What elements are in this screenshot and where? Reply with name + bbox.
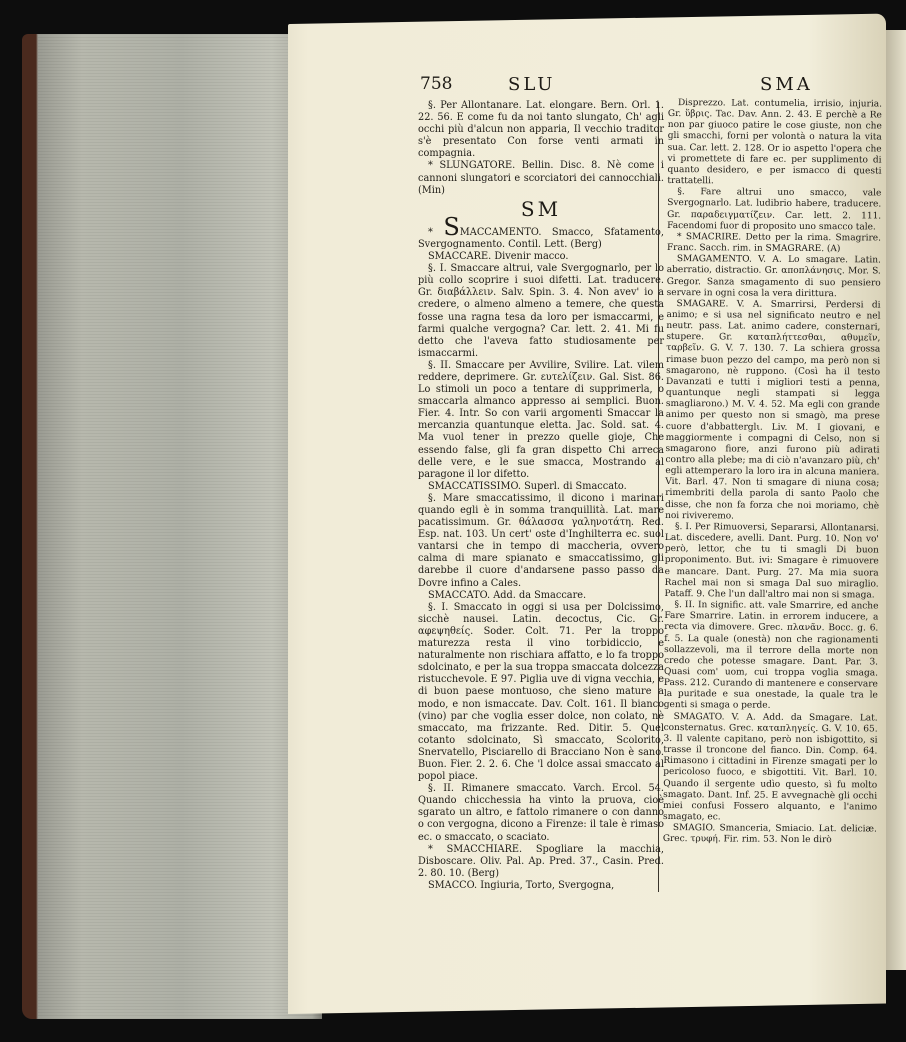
book-page-edges (22, 34, 322, 1019)
dictionary-entry: §. I. Smaccare altrui, vale Svergognarlo, per lo più collo scoprire i suoi difetti. Lat. traducere. Gr. διαβάλλειν. Salv. Spin. 3. 4. Non avev' io a credere, o almeno almeno a temere, che questa fosse una ragna tesa da loro per ismaccarmi, e farmi qualche vergogna? Car. lett. 2. 41. Mi fu detto che l'aveva fatto studiosamente per ismaccarmi. (418, 263, 664, 359)
dictionary-entry: Disprezzo. Lat. contumelia, irrisio, injuria. Gr. ὕβρις. Tac. Dav. Ann. 2. 43. E perchè a Re non par giuoco patire le cose giuste, non che gli smacchi, forni per volontà o natura la vita sua. Car. lett. 2. 128. Or io aspetto l'opera che vi promettete di fare ec. per supplimento di quanto desidero, e per ismacco di questi trattatelli. (667, 98, 882, 187)
dictionary-entry: * SLUNGATORE. Bellin. Disc. 8. Nè come i cannoni slungatori e scorciatori dei cannocchiali. (Min) (418, 160, 664, 196)
dictionary-entry: §. Per Allontanare. Lat. elongare. Bern. Orl. 1. 22. 56. E come fu da noi tanto slungato, Ch' agli occhi più d'alcun non apparia, Il vecchio traditor s'è presentato Con forse venti armati in compagnia. (418, 100, 664, 160)
dictionary-entry: SMAGIO. Smanceria, Smiacio. Lat. deliciæ. Grec. τρυφή. Fir. rim. 53. Non le dirò (662, 823, 877, 846)
left-guide-word: SLU (508, 74, 556, 95)
dictionary-entry: SMACCO. Ingiuria, Torto, Svergogna, (428, 879, 615, 891)
dictionary-entry: §. I. Smaccato in oggi si usa per Dolcissimo, sicchè nausei. Latin. decoctus, Cic. Gr. αφεψηθείς. Soder. Colt. 71. Per la troppo maturezza resta il vino torbidiccio, e naturalmente non rischiara affatto, e lo fa troppo sdolcinato, e per la sua troppa smaccata dolcezza ristucchevole. E 97. Piglia uve di vigna vecchia, e di buon paese montuoso, che sieno mature a modo, e non ismaccate. Dav. Colt. 161. Il bianco (vino) par che voglia esser dolce, non colato, nè smaccato, ma frizzante. Red. Ditir. 5. Quel cotanto sdolcinato, Sì smaccato, Scolorito, Snervatello, Pisciarello di Bracciano Non è sano. Buon. Fier. 2. 2. 6. Che 'l dolce assai smaccato al popol piace. (418, 601, 664, 783)
dictionary-entry: SMAGATO. V. A. Add. da Smagare. Lat. consternatus. Grec. καταπληγείς. G. V. 10. 65. 3. Il valente capitano, però non isbigottito, si trasse il troncone del fianco. Din. Comp. 64. Rimasono i cittadini in Firenze smagati per lo pericoloso fuoco, e sbigottiti. Vit. Barl. 10. Quando il sergente udìo questo, sì fu molto smagato. Dant. Inf. 25. E avvegnachè gli occhi miei confusi Fossero alquanto, e l'animo smagato, ec. (662, 711, 878, 823)
dictionary-entry: §. II. Smaccare per Avvilire, Svilire. Lat. vilem reddere, deprimere. Gr. ευτελίζειν. Gal. Sist. 86. Lo stimoli un poco a tentare di supprimerla, o smaccarla almanco appresso ai semplici. Buon. Fier. 4. Intr. So con varii argomenti Smaccar la mercanzia quantunque eletta. Jac. Sold. sat. 4. Ma vuol tener in prezzo quelle gioje, Che essendo false, gli fa gran dispetto Chi arreca delle vere, e le sue smacca, Mostrando al paragone il lor difetto. (418, 359, 664, 480)
section-heading: SM (520, 196, 562, 221)
dictionary-entry: SMACCARE. Divenir macco. (428, 251, 569, 263)
right-guide-word: SMA (760, 74, 813, 95)
dictionary-entry: SMAGAMENTO. V. A. Lo smagare. Latin. aberratio, distractio. Gr. αποπλάνησις. Mor. S. Gregor. Sanza smagamento di suo pensiero servare in ogni cosa la vera dirittura. (666, 254, 881, 299)
dictionary-entry: §. II. In signific. att. vale Smarrire, ed anche Fare Smarrire. Latin. in errorem inducere, a recta via dimovere. Grec. πλανᾶν. Bocc. g. 6. f. 5. La quale (onestà) non che ragionamenti sollazzevoli, ma il terrore della morte non credo che potesse smagare. Dant. Par. 3. Quasi com' uom, cui troppa voglia smaga. Pass. 212. Curando di mantenere e conservare la puritade e sua onestade, la quale tra le genti si smaga o perde. (663, 600, 879, 712)
dictionary-entry: SMACCATO. Add. da Smaccare. (428, 589, 587, 601)
facing-page-edge (886, 30, 906, 970)
left-column (418, 100, 664, 892)
drop-cap: S (443, 212, 460, 241)
dictionary-entry: §. I. Per Rimuoversi, Separarsi, Allontanarsi. Lat. discedere, avelli. Dant. Purg. 10. Non vo' però, lettor, che tu ti smagli Di buon proponimento. But. ivi: Smagare è rimuovere e mancare. Dant. Purg. 27. Ma mia suora Rachel mai non si smaga Dal suo miraglio. Pataff. 9. Che l'un dall'altro mai non si smaga. (664, 521, 880, 601)
right-column (663, 98, 882, 847)
dictionary-entry: * SMACCHIARE. Spogliare la macchia, Disboscare. Oliv. Pal. Ap. Pred. 37., Casin. Pred. 2. 80. 10. (Berg) (418, 843, 664, 879)
running-head (420, 74, 890, 102)
dictionary-entry: §. Mare smaccatissimo, il dicono i marinari quando egli è in somma tranquillità. Lat. mare pacatissimum. Gr. θάλασσα γαληνοτάτη. Red. Esp. nat. 103. Un cert' oste d'Inghilterra ec. suol vantarsi che in tempo di maccheria, ovvero calma di mare spianato e smaccatissimo, gli darebbe il cuore d'andarsene passo passo da Dovre infino a Cales. (418, 492, 664, 589)
dictionary-entry: SMACCATISSIMO. Superl. di Smaccato. (428, 480, 627, 492)
first-entry-text: MACCAMENTO. Smacco, Sfatamento, Svergognamento. Contil. Lett. (Berg) (418, 226, 664, 250)
page-number: 758 (420, 74, 453, 94)
first-entry: * SMACCAMENTO. Smacco, Sfatamento, Svergognamento. Contil. Lett. (Berg) (418, 212, 664, 250)
dictionary-entry: * SMACRIRE. Detto per la rima. Smagrire. Franc. Sacch. rim. in SMAGRARE. (A) (666, 231, 882, 255)
dictionary-entry: §. II. Rimanere smaccato. Varch. Ercol. 54. Quando chicchessia ha vinto la pruova, cioè sgarato un altro, e fattolo rimanere o con danno o con vergogna, dicono a Firenze: il tale è rimaso ec. o smaccato, o scaciato. (418, 783, 664, 843)
dictionary-entry: §. Fare altrui uno smacco, vale Svergognarlo. Lat. ludibrio habere, traducere. Gr. παραδειγματίζειν. Car. lett. 2. 111. Facendomi fuor di proposito uno smacco tale. (667, 187, 882, 233)
dictionary-entry: SMAGARE. V. A. Smarrirsi, Perdersi di animo; e si usa nel significato neutro e nel neutr. pass. Lat. animo cadere, consternari, stupere. Gr. καταπλήττεσθαι, αθυμεῖν, ταρβεῖν. G. V. 7. 130. 7. La schiera grossa rimase buon pezzo del campo, ma però non si smagarono, nè rupponο. (Così ha il testo Davanzati e tutti i migliori testi a penna, quantunque negli stampati si legga smagliarono.) M. V. 4. 52. Ma egli con grande animo per questo non si smagò, ma prese cuore d'abbatterglι. Liv. M. I giovani, e maggiormente i compagni di Celso, non si smagarono fiore, anzi furono più adirati contro alla plebe; ma di ciò n'avanzaro più, ch' egli attemperaro la loro ira in alcuna maniera. Vit. Barl. 47. Non ti smagare di niuna cosa; rimembriti della parola di santo Paolo che disse, che non fa forza che noi moriamo, chè noi riviveremo. (665, 298, 881, 522)
